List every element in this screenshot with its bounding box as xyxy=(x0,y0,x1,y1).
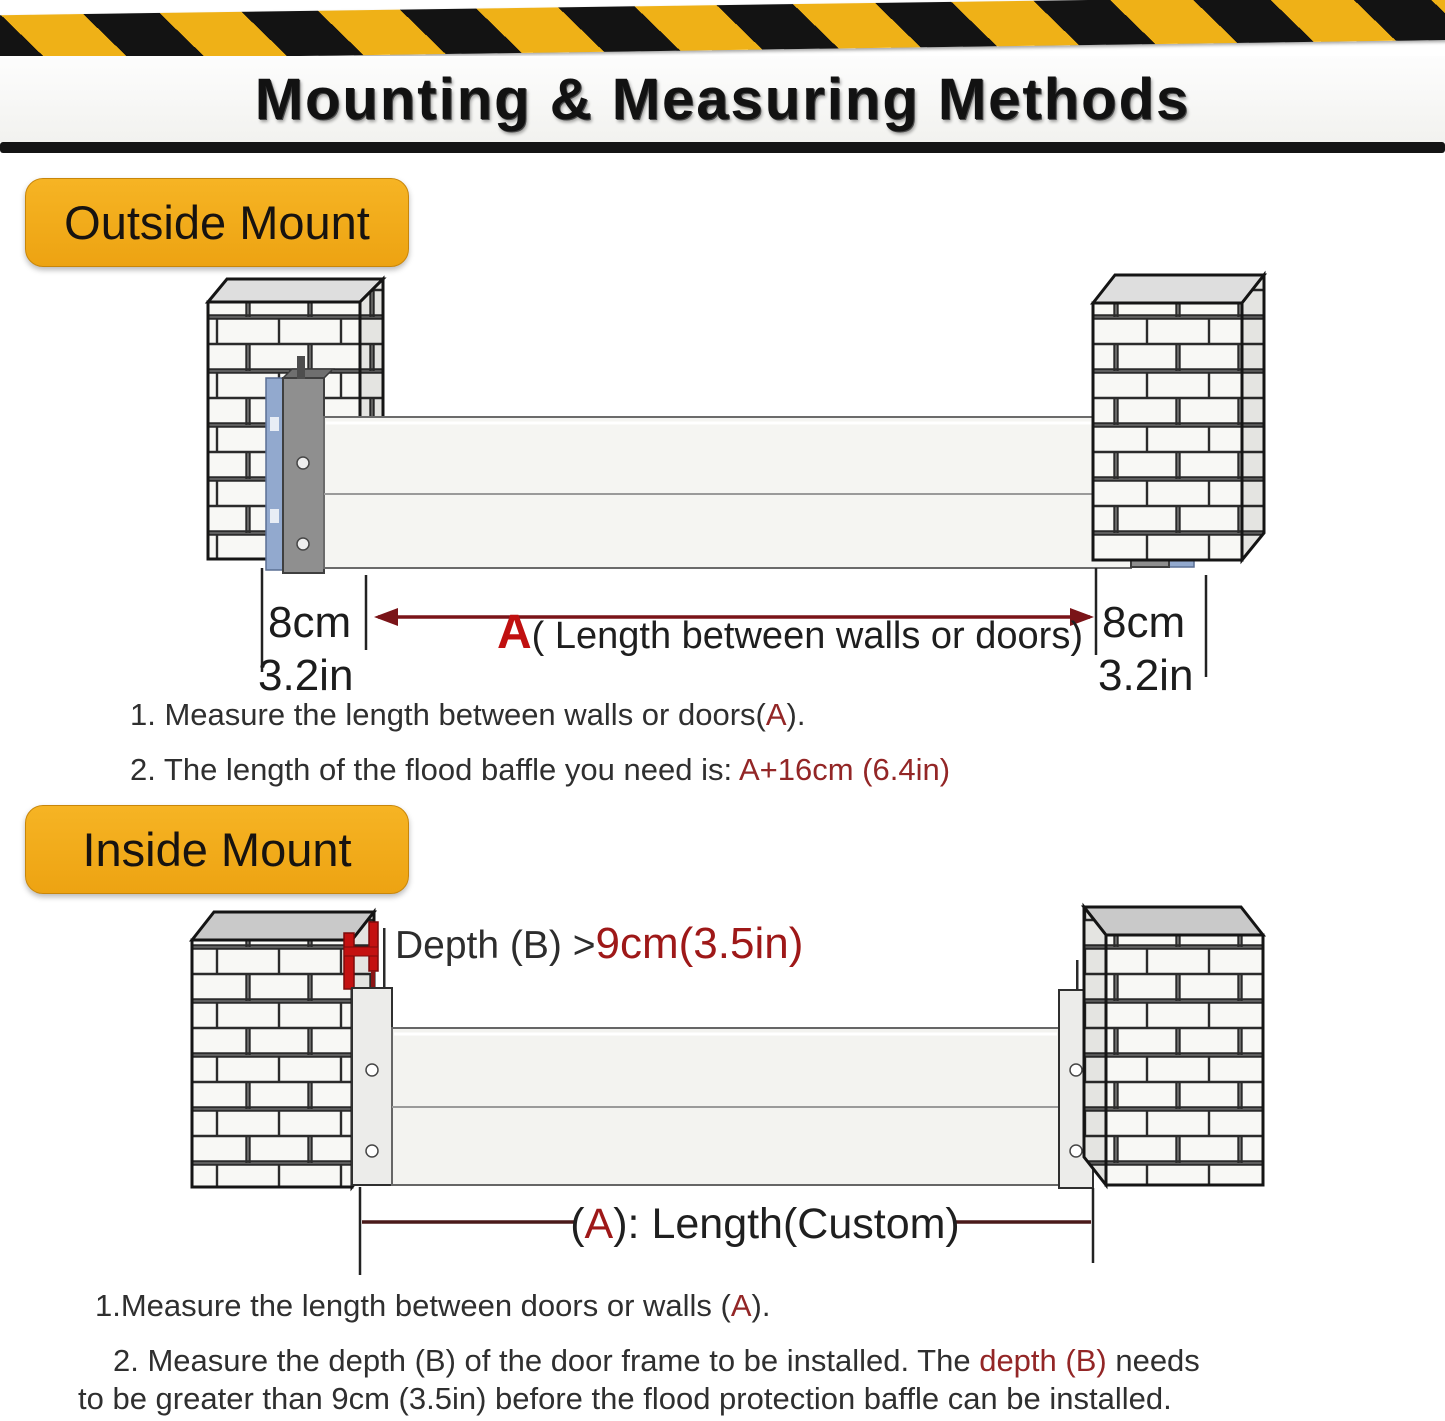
header-divider-bar xyxy=(0,142,1445,153)
left-pin-inside xyxy=(383,928,386,990)
left-channel-inside xyxy=(352,988,392,1185)
outside-step-2: 2. The length of the flood baffle you need is: A+16cm (6.4in) xyxy=(130,752,951,787)
dimension-annotations xyxy=(258,568,1206,700)
right-brick-pillar-inside xyxy=(1084,907,1263,1185)
outside-mount-badge-label: Outside Mount xyxy=(64,196,370,249)
right-gap-cm-label: 8cm xyxy=(1102,598,1186,647)
inside-mount-diagram xyxy=(0,893,1445,1283)
length-custom-label: (A): Length(Custom) xyxy=(570,1200,960,1248)
left-gap-in-label: 3.2in xyxy=(258,651,354,700)
inside-mount-badge xyxy=(25,805,409,894)
page-title: Mounting & Measuring Methods xyxy=(254,66,1191,132)
hazard-tape-band xyxy=(0,0,1445,58)
inside-step-2: 2. Measure the depth (B) of the door frame to be installed. The depth (B) needs xyxy=(113,1343,1200,1378)
inside-step-2-cont: to be greater than 9cm (3.5in) before the flood protection baffle can be installed. xyxy=(78,1381,1172,1416)
outside-mount-badge xyxy=(25,178,409,267)
title-band xyxy=(0,56,1445,142)
outside-step-1: 1. Measure the length between walls or doors(A). xyxy=(130,697,806,732)
left-gap-cm-label: 8cm xyxy=(268,598,352,647)
hazard-stripes xyxy=(0,0,1445,58)
outside-mount-diagram xyxy=(0,263,1445,708)
left-seal-strip xyxy=(266,378,283,570)
depth-label: Depth (B) >9cm(3.5in) xyxy=(395,919,804,968)
inside-step-1: 1.Measure the length between doors or walls (A). xyxy=(95,1288,771,1323)
left-pin xyxy=(297,356,305,379)
flood-barrier-panels xyxy=(324,417,1131,568)
right-gap-in-label: 3.2in xyxy=(1098,651,1194,700)
left-mounting-bracket xyxy=(266,356,333,573)
flood-barrier-panels-inside xyxy=(392,1028,1059,1185)
right-pin-inside xyxy=(1076,960,1079,990)
inside-mount-badge-label: Inside Mount xyxy=(82,823,352,876)
span-a-letter: A xyxy=(497,606,532,659)
length-dimension xyxy=(360,1187,1093,1275)
span-length-label: A( Length between walls or doors) xyxy=(497,606,1083,659)
right-brick-pillar xyxy=(1093,275,1264,560)
